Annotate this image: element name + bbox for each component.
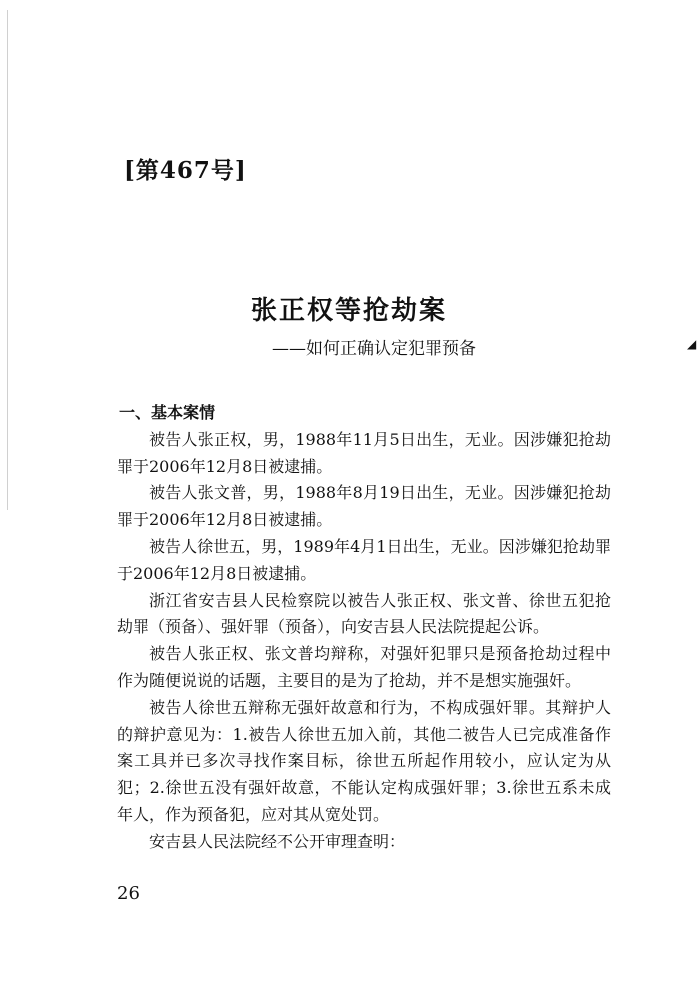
page-edge-line <box>7 10 8 510</box>
paragraph: 被告人张正权，男，1988年11月5日出生，无业。因涉嫌犯抢劫罪于2006年12月8日被逮捕。 <box>117 429 611 476</box>
paragraph: 被告人徐世五辩称无强奸故意和行为，不构成强奸罪。其辩护人的辩护意见为：1.被告人徐世五加入前，其他二被告人已完成准备作案工具并已多次寻找作案目标，徐世五所起作用较小，应认定为从犯；2.徐世五没有强奸故意，不能认定构成强奸罪；3.徐世五系未成年人，作为预备犯，应对其从宽处罚。 <box>117 697 611 824</box>
document-body <box>117 400 611 856</box>
page-number: 26 <box>117 883 140 904</box>
case-title: 张正权等抢劫案 <box>250 296 447 326</box>
paragraph: 被告人徐世五，男，1989年4月1日出生，无业。因涉嫌犯抢劫罪于2006年12月8日被逮捕。 <box>117 536 611 583</box>
section-heading: 一、基本案情 <box>119 403 216 422</box>
case-subtitle: ——如何正确认定犯罪预备 <box>272 339 476 359</box>
paragraph: 浙江省安吉县人民检察院以被告人张正权、张文普、徐世五犯抢劫罪（预备）、强奸罪（预备），向安吉县人民法院提起公诉。 <box>117 590 611 637</box>
paragraph: 被告人张文普，男，1988年8月19日出生，无业。因涉嫌犯抢劫罪于2006年12月8日被逮捕。 <box>117 483 611 530</box>
stray-mark: ◢ <box>687 337 697 351</box>
paragraph: 安吉县人民法院经不公开审理查明： <box>149 831 406 851</box>
paragraph: 被告人张正权、张文普均辩称，对强奸犯罪只是预备抢劫过程中作为随便说说的话题，主要目的是为了抢劫，并不是想实施强奸。 <box>117 644 611 690</box>
case-number: [第467号] <box>124 157 247 184</box>
